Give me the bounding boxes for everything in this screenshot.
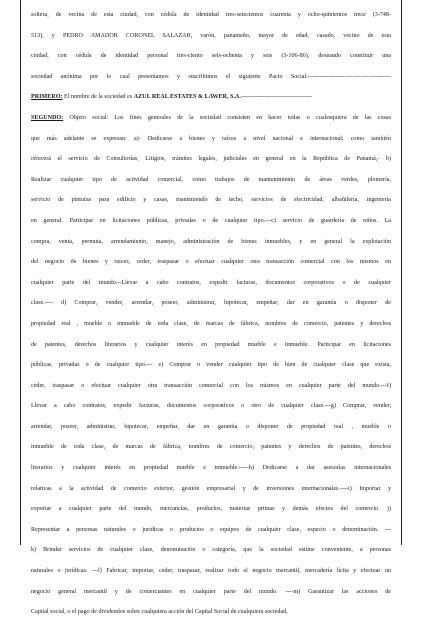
document-body <box>31 5 391 623</box>
text-line: inmueble de toda clase, de marcas de fábrica, nombres de comercio, patentes y derechos de patentes, derechos <box>31 444 391 451</box>
text-line: compra, venta, permuta, arrendamiento, manejo, administración de bienes inmuebles, y en general la explotación <box>31 238 391 245</box>
text-line: naturales o jurídicas. ---l) Fabricar, importar, ceder, traspasar, realizar todo el negocio mercantil, mercadería lícita y efectuar un <box>31 568 391 575</box>
text-line: ciudad, con cédula de identidad personal tres-ciento seis-ochenta y seis (3-106-86), deseando constituir una <box>31 53 391 60</box>
text-line: propiedad real , mueble o inmueble de toda clase, de marcas de fábrica, nombres de comercio, patentes y derechos <box>31 320 391 327</box>
text-line: soltera, de vecina de esta ciudad, con cédula de identidad tres-setecientos cuarenta y ocho-quinientos trece (3-748- <box>31 12 391 18</box>
text-line: Llevar a cabo contratos, expedir facturas, documentos corporativos o otro de cualquier clase.---g) Comprar, vender, <box>31 403 391 410</box>
text-line: exportar a cualquier parte del mundo, mercancías, productos, materias primas y demás efectos del comercio. j) <box>31 506 391 513</box>
text-line: Capital social, o el pago de dividendos sobre cualquiera acción del Capital Social de cualquiera sociedad, <box>31 609 288 616</box>
text-line: del negocio de bienes y raíces, ceder, traspasar o efectuar cualquier otra transacción comercial con los mismos en <box>31 259 391 266</box>
text-line: Realizar cualquier tipo de actividad comercial, como trabajos de mantenimiento de áreas verdes, plomería, <box>31 176 391 183</box>
text-line: ceder, traspasar o efectuar cualquier otra transacción comercial con los mismos en cualquier parte del mundo.---f) <box>31 382 391 389</box>
clause-segundo-text: Objeto social: Los fines generales de la sociedad consisten en hacer todas o cualesquiera de las cosas <box>63 114 391 121</box>
text-line: literarios y cualquier interés en propiedad mueble e inmueble.-----h) Dedicarse a dar asesorías internacionales <box>31 465 391 472</box>
text-line: clase.---- d) Comprar, vender, arrendar, poseer, administrar, hipotecar, empeñar, dar en garantía o disponer de <box>31 300 391 307</box>
text-line: negocio general mercantil y de comerciantes en cualquier parte del mundo. ----m) Garantizar las acciones de <box>31 588 391 595</box>
text-line: públicas, privadas o de cualquier tipo.--- e) Comprar o vender cualquier tipo de bien de cualquier clase que exista, <box>31 362 391 369</box>
clause-primero-label: PRIMERO: <box>31 94 63 101</box>
clause-primero-text: El nombre de la sociedad es <box>62 94 134 101</box>
text-line: Representar a personas naturales o jurídicas o productos o equipos de cualquier clase, especio o denominación. --- <box>31 526 391 533</box>
text-line: cualquier parte del mundo.--Llevar a cabo contratos, expedir facturas, documentos corporativos o de cualquier <box>31 279 391 286</box>
text-line: en general. Participar en licitaciones públicas, privadas o de cualquier tipo.---c) servicio de guardería de niños. La <box>31 217 391 224</box>
clause-primero <box>31 87 391 108</box>
text-line: 513), y PEDRO AMADOR CORONEL SALAZAR, varón, panameño, mayor de edad, casado, vecino de esta <box>31 32 391 39</box>
text-line: servicio de pinturas para edificio y casas, manteniendo de techo, servicios de electricidad, albañilería, ingeniería <box>31 197 391 204</box>
clause-segundo-label: SEGUNDO: <box>31 114 64 121</box>
text-line: sociedad anónima por lo cual presentamos y suscribimos el siguiente Pacto Social:----------------------------------------- <box>31 73 391 80</box>
text-line: arrendar, poseer, administrar, hipotecar, empeñar, dar en garantía o disponer de propiedad real , mueble o <box>31 423 391 430</box>
text-line: ofrecerá el servicio de Consultorías, Litigios, trámites legales, judiciales en general en la República de Panamá,- b) <box>31 156 391 163</box>
text-line: de patentes, derechos literarios y cualquier interés en propiedad mueble e inmueble. Participar en licitaciones <box>31 341 391 348</box>
text-line: relativas a la actividad de comercio exterior, gestión empresarial y de inversiones internacionales.----i) Importar y <box>31 485 391 492</box>
text-line: que más adelante se expresan: a)- Dedicarse a bienes y raíces a nivel nacional e internacional; como también <box>31 135 391 142</box>
clause-primero-dashes: ----------------------------------- <box>240 94 312 101</box>
company-name: AZUL REAL ESTATES & LAWER, S.A. <box>133 94 241 101</box>
text-line: k) Brindar servicios de cualquier clase, denominación o categoría, que la sociedad estime conveniente, a personas <box>31 547 391 554</box>
clause-segundo-line <box>31 108 391 129</box>
